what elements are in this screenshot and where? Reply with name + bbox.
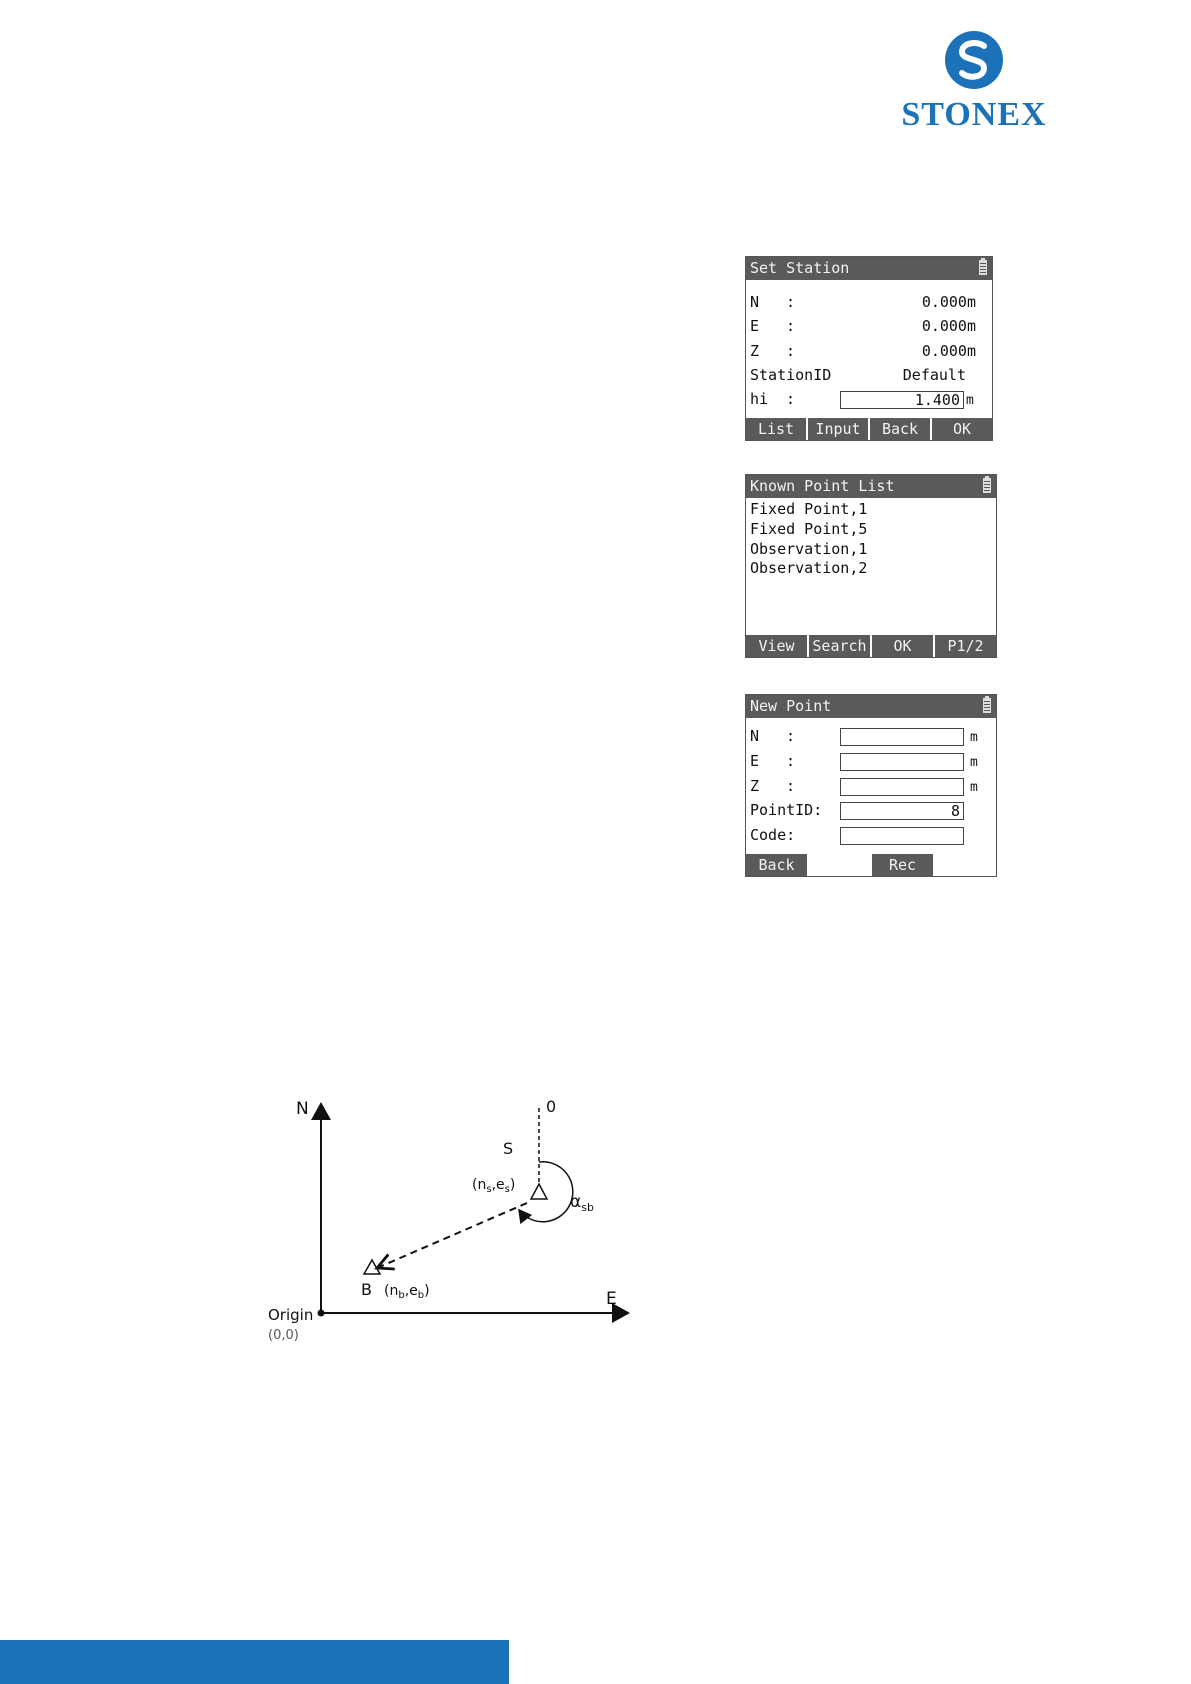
diagram-svg <box>240 1090 640 1360</box>
ok-button[interactable]: OK <box>872 635 935 657</box>
station-coords: $(n_s,e_s)$ <box>472 1177 516 1195</box>
logo-text: STONEX <box>901 96 1047 133</box>
set-station-row-z <box>750 340 984 362</box>
row-label: N <box>750 727 760 745</box>
rec-button[interactable]: Rec <box>872 854 935 876</box>
set-station-title: Set Station <box>750 259 850 277</box>
azimuth-label: $\alpha_{sb}$ <box>570 1192 594 1214</box>
code-label: Code: <box>750 826 796 844</box>
softkey-empty <box>809 854 872 876</box>
row-label: E <box>750 752 760 770</box>
z-unit: m <box>970 780 978 795</box>
search-button[interactable]: Search <box>809 635 872 657</box>
row-label: E <box>750 317 760 335</box>
new-point-softkeys <box>746 854 996 876</box>
n-unit: m <box>970 730 978 745</box>
known-point-list-screen <box>745 474 997 658</box>
list-item[interactable]: Fixed Point,5 <box>750 520 868 538</box>
row-colon: : <box>786 752 796 770</box>
ok-button[interactable]: OK <box>932 418 992 440</box>
row-value: 0.000m <box>921 317 976 335</box>
input-button[interactable]: Input <box>808 418 870 440</box>
row-value: 0.000m <box>921 293 976 311</box>
station-label: S <box>503 1139 514 1158</box>
bearing-dashed-line <box>377 1203 527 1268</box>
origin-label: Origin <box>268 1306 314 1324</box>
set-station-row-stationid <box>750 364 984 386</box>
hi-input[interactable]: 1.400 <box>840 391 964 409</box>
azimuth-diagram <box>240 1090 640 1360</box>
row-value: 0.000m <box>921 342 976 360</box>
row-colon: : <box>786 317 796 335</box>
row-colon: : <box>786 727 796 745</box>
row-label: Z <box>750 777 760 795</box>
page-button[interactable]: P1/2 <box>935 635 996 657</box>
backsight-label: B <box>361 1280 372 1299</box>
list-item[interactable]: Fixed Point,1 <box>750 500 868 518</box>
known-point-list-softkeys <box>746 635 996 657</box>
set-station-row-n <box>750 291 984 313</box>
battery-icon <box>983 478 991 493</box>
row-label: Z <box>750 342 760 360</box>
stationid-label: StationID <box>750 366 832 384</box>
pointid-input[interactable]: 8 <box>840 802 964 820</box>
row-colon: : <box>786 293 796 311</box>
hi-unit: m <box>966 393 974 408</box>
z-input[interactable] <box>840 778 964 796</box>
softkey-empty <box>935 854 996 876</box>
row-colon: : <box>786 777 796 795</box>
set-station-screen <box>745 256 993 441</box>
row-label: N <box>750 293 760 311</box>
set-station-titlebar <box>746 257 992 280</box>
battery-icon <box>983 698 991 713</box>
known-point-list-title: Known Point List <box>750 477 895 495</box>
hi-label: hi <box>750 390 769 408</box>
backsight-coords: $(n_b,e_b)$ <box>384 1283 430 1301</box>
view-button[interactable]: View <box>746 635 809 657</box>
list-item[interactable]: Observation,2 <box>750 559 868 577</box>
axis-n-label: N <box>296 1099 309 1119</box>
back-button[interactable]: Back <box>746 854 809 876</box>
north-zero-label: 0 <box>546 1097 557 1116</box>
station-triangle <box>531 1184 547 1199</box>
code-input[interactable] <box>840 827 964 845</box>
origin-dot <box>318 1310 325 1317</box>
footer-brand-bar <box>0 1640 509 1684</box>
azimuth-arc <box>519 1162 573 1222</box>
hi-colon: : <box>786 390 796 408</box>
battery-icon <box>979 260 987 275</box>
new-point-screen <box>745 694 997 877</box>
new-point-title: New Point <box>750 697 832 715</box>
e-input[interactable] <box>840 753 964 771</box>
e-unit: m <box>970 755 978 770</box>
known-point-list-titlebar <box>746 475 996 498</box>
back-button[interactable]: Back <box>870 418 932 440</box>
stonex-logo-mark-icon <box>944 30 1004 90</box>
set-station-row-e <box>750 315 984 337</box>
set-station-softkeys <box>746 418 992 440</box>
row-colon: : <box>786 342 796 360</box>
list-button[interactable]: List <box>746 418 808 440</box>
stonex-logo <box>894 30 1054 140</box>
origin-coords: (0,0) <box>268 1328 299 1343</box>
pointid-label: PointID: <box>750 801 823 819</box>
axis-e-label: E <box>606 1289 617 1309</box>
stationid-value: Default <box>902 366 966 384</box>
list-item[interactable]: Observation,1 <box>750 540 868 558</box>
n-input[interactable] <box>840 728 964 746</box>
new-point-titlebar <box>746 695 996 718</box>
